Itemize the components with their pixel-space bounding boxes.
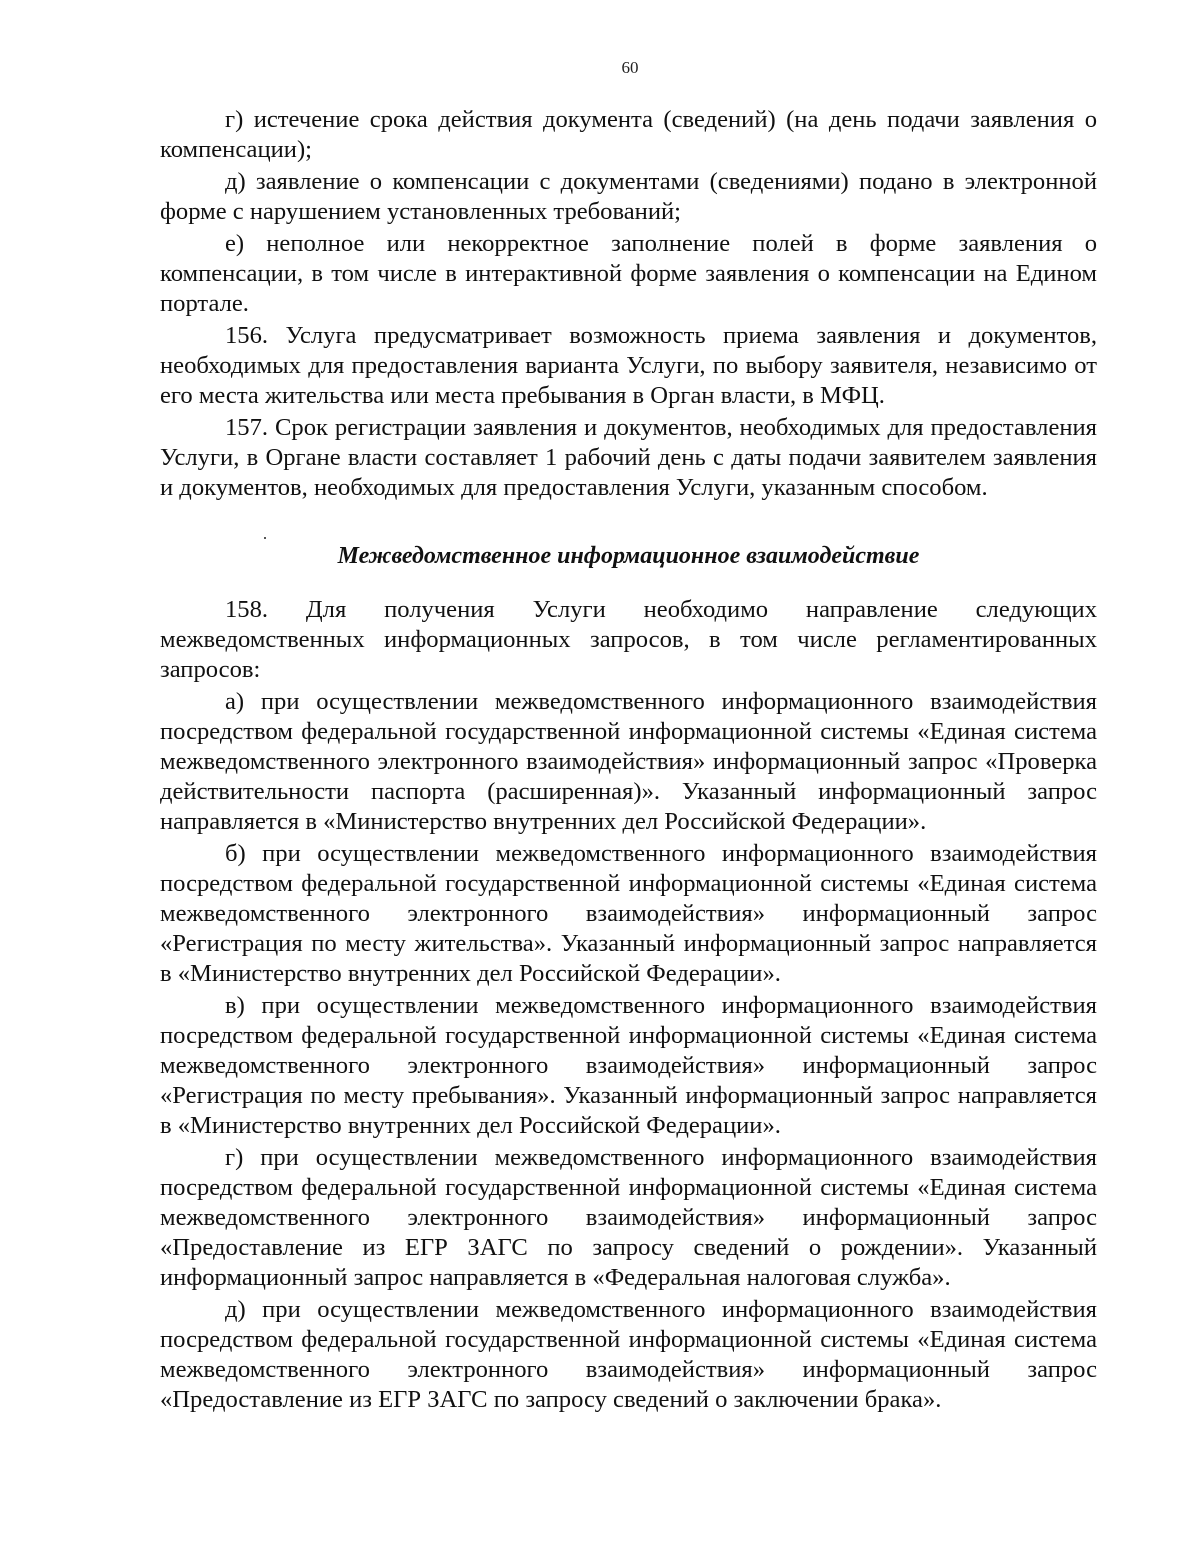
- section-heading: Межведомственное информационное взаимодействие: [337, 543, 920, 569]
- paragraph-158-b: б) при осуществлении межведомственного информационного взаимодействия посредством федеральной государственной информационной системы «Единая система межведомственного электронного взаимодействия» информационный запрос «Регистрация по месту жительства». Указанный информационный запрос направляется в «Министерство внутренних дел Российской Федерации».: [160, 840, 1097, 987]
- paragraph-158-a: а) при осуществлении межведомственного информационного взаимодействия посредством федеральной государственной информационной системы «Единая система межведомственного электронного взаимодействия» информационный запрос «Проверка действительности паспорта (расширенная)». Указанный информационный запрос направляется в «Министерство внутренних дел Российской Федерации».: [160, 688, 1097, 835]
- paragraph-item-e-incomplete-fields: е) неполное или некорректное заполнение полей в форме заявления о компенсации, в том числе в интерактивной форме заявления о компенсации на Едином портале.: [160, 230, 1097, 317]
- page-number: 60: [621, 58, 639, 77]
- paragraph-158-d: д) при осуществлении межведомственного информационного взаимодействия посредством федеральной государственной информационной системы «Единая система межведомственного электронного взаимодействия» информационный запрос «Предоставление из ЕГР ЗАГС по запросу сведений о заключении брака».: [160, 1296, 1097, 1413]
- paragraph-item-g-expiry: г) истечение срока действия документа (сведений) (на день подачи заявления о компенсации);: [160, 106, 1097, 163]
- paragraph-item-d-electronic-form: д) заявление о компенсации с документами (сведениями) подано в электронной форме с нарушением установленных требований;: [160, 168, 1097, 225]
- paragraph-156: 156. Услуга предусматривает возможность приема заявления и документов, необходимых для предоставления варианта Услуги, по выбору заявителя, независимо от его места жительства или места пребывания в Орган власти, в МФЦ.: [160, 322, 1097, 409]
- paragraph-158-g: г) при осуществлении межведомственного информационного взаимодействия посредством федеральной государственной информационной системы «Единая система межведомственного электронного взаимодействия» информационный запрос «Предоставление из ЕГР ЗАГС по запросу сведений о рождении». Указанный информационный запрос направляется в «Федеральная налоговая служба».: [160, 1144, 1097, 1291]
- paragraph-157: 157. Срок регистрации заявления и документов, необходимых для предоставления Услуги, в Органе власти составляет 1 рабочий день с даты подачи заявителем заявления и документов, необходимых для предоставления Услуги, указанным способом.: [160, 414, 1097, 501]
- paragraph-158: 158. Для получения Услуги необходимо направление следующих межведомственных информационных запросов, в том числе регламентированных запросов:: [160, 596, 1097, 683]
- paragraph-158-v: в) при осуществлении межведомственного информационного взаимодействия посредством федеральной государственной информационной системы «Единая система межведомственного электронного взаимодействия» информационный запрос «Регистрация по месту пребывания». Указанный информационный запрос направляется в «Министерство внутренних дел Российской Федерации».: [160, 992, 1097, 1139]
- document-body: [160, 105, 1097, 1417]
- scan-speck: [264, 537, 266, 539]
